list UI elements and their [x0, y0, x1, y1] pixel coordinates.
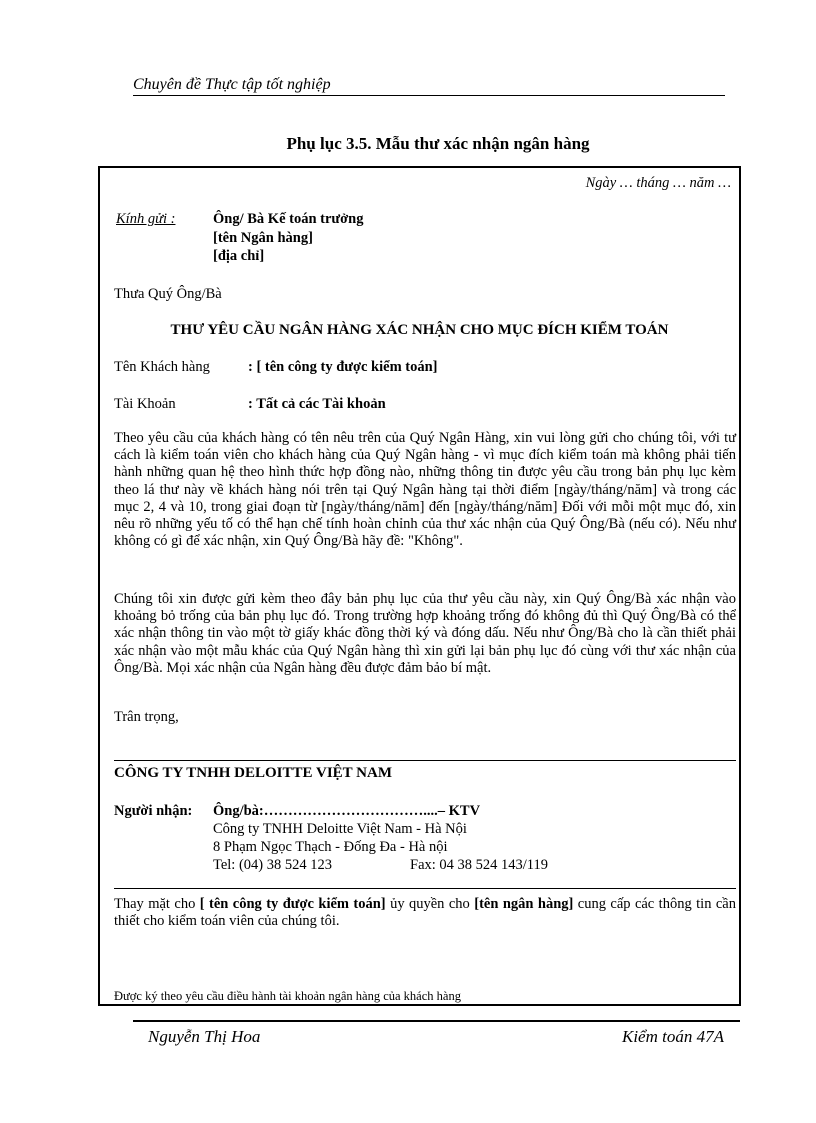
client-value: : [ tên công ty được kiểm toán]	[248, 359, 438, 375]
letter-heading: THƯ YÊU CẦU NGÂN HÀNG XÁC NHẬN CHO MỤC ĐÍCH KIỂM TOÁN	[170, 322, 669, 338]
attachment-paragraph: Chúng tôi xin được gửi kèm theo đây bản phụ lục của thư yêu cầu này, xin Quý Ông/Bà xác nhận vào khoảng bỏ trống của bản phụ lục đó. Trong trường hợp khoảng trống đó không đủ thì Quý Ông/Bà có thể xác nhận thông tin vào một tờ giấy khác đồng thời ký và đóng dấu. Nếu như Ông/Bà cho là cần thiết phải xác nhận vào một mẫu khác của Quý Ngân hàng thì xin gửi lại bản phụ lục đó cùng với thư xác nhận của Ông/Bà. Mọi xác nhận của Ngân hàng đều được đảm bảo bí mật.	[114, 591, 736, 676]
auth-company: [ tên công ty được kiểm toán]	[199, 896, 386, 912]
auth-text: ủy quyền cho	[385, 896, 475, 912]
divider	[114, 888, 736, 889]
letter-date: Ngày … tháng … năm …	[585, 175, 731, 191]
recipient-org: Công ty TNHH Deloitte Việt Nam - Hà Nội	[213, 821, 467, 837]
account-label: Tài Khoản	[114, 396, 176, 412]
closing: Trân trọng,	[114, 709, 179, 725]
company-name: CÔNG TY TNHH DELOITTE VIỆT NAM	[114, 765, 392, 781]
recipient-name: Ông/bà:……………………………....– KTV	[213, 803, 481, 819]
to-line-3: [địa chỉ]	[213, 248, 265, 264]
signature-note: Được ký theo yêu cầu điều hành tài khoản ngân hàng của khách hàng	[114, 989, 461, 1003]
auth-bank: [tên ngân hàng]	[474, 896, 574, 912]
footer-class: Kiểm toán 47A	[622, 1027, 724, 1046]
auth-text: cung cấp các thông tin cần thiết cho kiểm toán viên của chúng tôi.	[114, 896, 736, 930]
request-paragraph: Theo yêu cầu của khách hàng có tên nêu trên của Quý Ngân Hàng, xin vui lòng gửi cho chúng tôi, với tư cách là kiểm toán viên cho khách hàng của Quý Ngân hàng - vì mục đích kiểm toán mà không phải tiến hành những quan hệ theo hình thức hợp đồng nào, những thông tin được yêu cầu trong bản phụ lục kèm theo lá thư này về khách hàng nói trên tại Quý Ngân hàng tại thời điểm [ngày/tháng/năm] và trong các mục 2, 4 và 10, trong giai đoạn từ [ngày/tháng/năm] đến [ngày/tháng/năm] Đối với mỗi một mục đó, xin nêu rõ những yếu tố có thể hạn chế tính hoàn chỉnh của thư xác nhận của Quý Ông/Bà (nếu có). Nếu như không có gì để xác nhận, xin Quý Ông/Bà hãy đề: "Không".	[114, 430, 736, 550]
client-label: Tên Khách hàng	[114, 359, 210, 375]
salutation: Thưa Quý Ông/Bà	[114, 286, 222, 302]
account-value: : Tất cả các Tài khoản	[248, 396, 386, 412]
recipient-tel: Tel: (04) 38 524 123	[213, 857, 332, 873]
letter-frame	[98, 166, 741, 1006]
appendix-title: Phụ lục 3.5. Mẫu thư xác nhận ngân hàng	[286, 134, 590, 153]
page-header	[133, 75, 725, 96]
to-line-1: Ông/ Bà Kế toán trưởng	[213, 211, 364, 227]
header-title: Chuyên đề Thực tập tốt nghiệp	[133, 76, 331, 93]
footer-rule	[133, 1020, 740, 1022]
authorization-paragraph	[114, 896, 736, 930]
recipient-address: 8 Phạm Ngọc Thạch - Đống Đa - Hà nội	[213, 839, 448, 855]
recipient-label: Người nhận:	[114, 803, 193, 819]
auth-text: Thay mặt cho	[114, 896, 200, 912]
divider	[114, 760, 736, 761]
footer-author: Nguyễn Thị Hoa	[148, 1027, 261, 1046]
recipient-fax: Fax: 04 38 524 143/119	[410, 857, 549, 873]
to-line-2: [tên Ngân hàng]	[213, 230, 313, 246]
to-label: Kính gửi :	[116, 211, 176, 227]
